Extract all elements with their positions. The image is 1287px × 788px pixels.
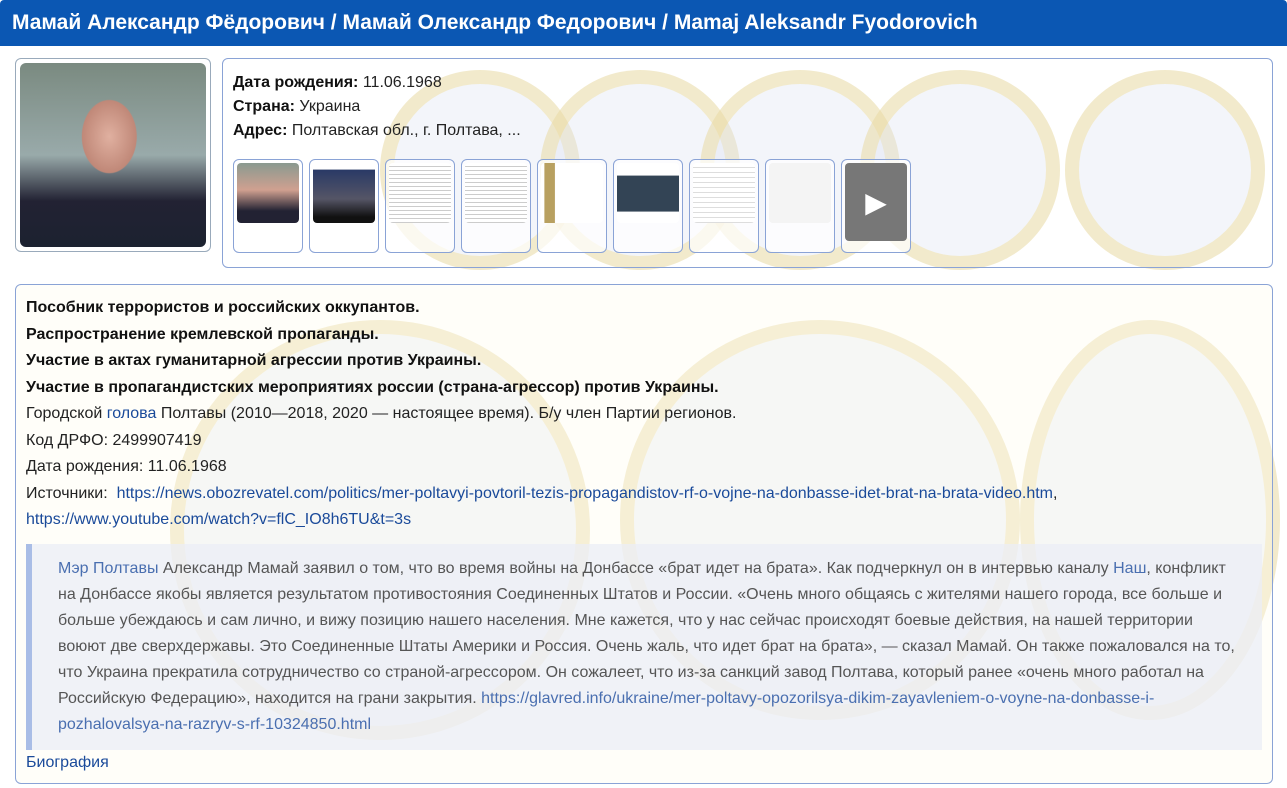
biography-link[interactable]: Биография — [26, 753, 109, 771]
thumbnail-document[interactable] — [537, 159, 607, 253]
source-link[interactable]: https://news.obozrevatel.com/politics/mer-poltavyi-povtoril-tezis-propagandistov-rf-o-vojne-na-donbasse-idet-brat-na-brata-video.htm — [116, 484, 1053, 502]
profile-photo[interactable] — [15, 58, 211, 252]
address-value: Полтавская обл., г. Полтава, ... — [291, 122, 521, 139]
thumbnail-document[interactable] — [461, 159, 531, 253]
role-link[interactable]: голова — [106, 405, 157, 422]
thumbnail-video[interactable] — [841, 159, 911, 253]
sources-label: Источники: — [26, 484, 108, 502]
quote-link[interactable]: Наш — [1113, 559, 1147, 577]
sources: Источники: https://news.obozrevatel.com/politics/mer-poltavyi-povtoril-tezis-propagandistov-rf-o-vojne-na-donbasse-idet-brat-na-brata-video.htm, https://www.youtube.com/watch?v=flC_IO8h6TU&t=3s — [26, 484, 1058, 528]
address-label: Адрес: — [233, 122, 288, 139]
quote-block — [26, 544, 1262, 750]
role-text: Городской — [26, 405, 107, 422]
role-text: Полтавы (2010—2018, 2020 — настоящее время). Б/у член Партии регионов. — [156, 405, 737, 422]
thumbnail-document[interactable] — [765, 159, 835, 253]
thumbnail-document[interactable] — [385, 159, 455, 253]
info-panel — [222, 58, 1273, 268]
thumbnail-screenshot[interactable] — [309, 159, 379, 253]
quote-source-link[interactable]: https://glavred.info/ukraine/mer-poltavy-opozorilsya-dikim-zayavleniem-o-voyne-na-donbasse-i-pozhalovalsya-na-razryv-s-rf-10324850.html — [58, 689, 1155, 733]
description-panel — [15, 284, 1273, 784]
dob-value: 11.06.1968 — [362, 74, 442, 91]
accusation-line: Распространение кремлевской пропаганды. — [26, 325, 379, 343]
portrait-image — [20, 63, 206, 247]
thumbnail-photo[interactable] — [233, 159, 303, 253]
country-value: Украина — [299, 98, 361, 115]
thumbnail-screenshot[interactable] — [613, 159, 683, 253]
quote-link[interactable]: Мэр Полтавы — [58, 559, 159, 577]
tax-code: Код ДРФО: 2499907419 — [26, 431, 202, 449]
country-label: Страна: — [233, 98, 295, 115]
dob-label: Дата рождения: — [233, 74, 359, 91]
role-line — [26, 401, 1262, 428]
birth-date: Дата рождения: 11.06.1968 — [26, 458, 227, 475]
quote-text: , конфликт на Донбассе якобы является результатом противостояния Соединенных Штатов и России. «Очень много общаясь с жителями нашего города, все больше и больше убеждаюсь и сам лично, и вижу позицию нашего населения. Мне кажется, что у нас сейчас происходят боевые действия, на нашей территории воюют две сверхдержавы. Это Соединенные Штаты Америки и Россия. Очень жаль, что идет брат на брата», — сказал Мамай. Он также пожаловался на то, что Украина прекратила сотрудничество со страной-агрессором. Он сожалеет, что из-за санкций завод Полтава, который ранее «очень много работал на Российскую Федерацию», находится на грани закрытия. — [58, 559, 1235, 707]
accusation-line: Участие в пропагандистских мероприятиях россии (страна-агрессор) против Украины. — [26, 378, 719, 396]
page-title: Мамай Александр Фёдорович / Мамай Олександр Федорович / Mamaj Aleksandr Fyodorovich — [0, 0, 1287, 46]
source-link[interactable]: https://www.youtube.com/watch?v=flC_IO8h6TU&t=3s — [26, 511, 412, 528]
thumbnail-document[interactable] — [689, 159, 759, 253]
video-file-icon: ▶ — [845, 163, 907, 241]
thumbnail-gallery — [233, 159, 911, 253]
accusation-line: Пособник террористов и российских оккупантов. — [26, 299, 420, 316]
accusation-line: Участие в актах гуманитарной агрессии против Украины. — [26, 352, 482, 369]
quote-text: Александр Мамай заявил о том, что во время войны на Донбассе «брат идет на брата». Как подчеркнул он в интервью каналу — [158, 559, 1114, 577]
